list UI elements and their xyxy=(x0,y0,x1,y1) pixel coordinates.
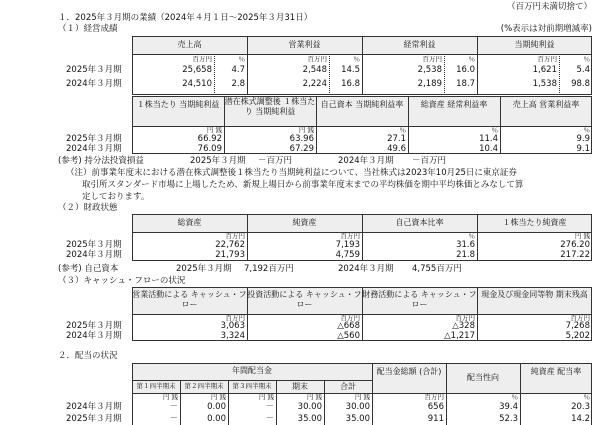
footnote-line: （注）前事業年度末における潜在株式調整後１株当たり当期純利益について、当社株式は2023年10月25日に東京証券 xyxy=(66,168,517,178)
ref-value: 4,755百万円 xyxy=(412,264,462,274)
unit-cell: 円 銭 xyxy=(210,393,226,401)
table-cell: 16.8 xyxy=(341,79,360,89)
table-cell: 5,202 xyxy=(565,331,590,341)
unit-cell: ％ xyxy=(238,55,245,63)
unit-cell: 百万円 xyxy=(424,393,444,401)
table-cell: 14.2 xyxy=(571,414,590,424)
table-cell: 9.1 xyxy=(576,144,590,154)
row-label: 2025年３月期 xyxy=(66,414,122,424)
unit-cell: 百万円 xyxy=(307,55,327,63)
table-cell: △1,217 xyxy=(444,331,475,341)
table-cell: 21.8 xyxy=(456,250,475,260)
unit-cell: ％ xyxy=(491,126,498,134)
table-cell: 67.29 xyxy=(289,144,314,154)
table-cell: 39.4 xyxy=(499,402,518,412)
ref-value: －百万円 xyxy=(258,156,293,166)
header-payout-ratio: 配当性向 xyxy=(467,373,499,382)
table-cell: 30.00 xyxy=(345,402,370,412)
unit-cell: 百万円 xyxy=(537,55,557,63)
row-label: 2025年３月期 xyxy=(66,65,122,75)
footnote-line: 定しております。 xyxy=(82,192,150,202)
unit-cell: 円 銭 xyxy=(206,126,222,134)
row-label: 2024年３月期 xyxy=(66,79,122,89)
header-ordinary-income: 経常利益 xyxy=(403,40,436,49)
table-cell: 2.8 xyxy=(231,79,245,89)
header-q2: 第２四半期末 xyxy=(184,382,224,390)
unit-cell: ％ xyxy=(468,232,475,240)
table-cell: 98.8 xyxy=(571,79,590,89)
unit-cell: 百万円 xyxy=(340,232,360,240)
table-cell: 76.09 xyxy=(197,144,222,154)
row-label: 2025年３月期 xyxy=(66,134,122,144)
header-net-income: 当期純利益 xyxy=(514,40,555,49)
table-cell: 35.00 xyxy=(297,414,322,424)
header-total-dividends: 配当金総額 (合計) xyxy=(376,367,442,376)
unit-cell: ％ xyxy=(583,393,590,401)
table-cell: － xyxy=(265,402,274,412)
table-cell: 4.7 xyxy=(231,65,245,75)
unit-cell: 百万円 xyxy=(192,55,212,63)
table-cell: － xyxy=(169,402,178,412)
table-cell: 24,510 xyxy=(182,79,212,89)
operating-results-title: （１）経営成績 xyxy=(58,24,118,34)
table-cell: 25,658 xyxy=(182,65,212,75)
table-cell: － xyxy=(265,414,274,424)
table-cell: 2,189 xyxy=(417,79,442,89)
table-cell: △668 xyxy=(337,321,360,331)
percent-note: (%表示は対前期増減率) xyxy=(500,24,592,34)
cash-flow-title: （３）キャッシュ・フローの状況 xyxy=(58,276,186,286)
header-cash-balance: 現金及び現金同等物 期末残高 xyxy=(481,290,588,299)
header-operating-cf: 営業活動による キャッシュ・フロー xyxy=(132,290,247,309)
table-cell: 11.4 xyxy=(479,134,498,144)
unit-cell: 百万円 xyxy=(570,314,590,322)
table-cell: 1,621 xyxy=(532,65,557,75)
table-cell: 30.00 xyxy=(297,402,322,412)
header-diluted-eps: 潜在株式調整後 １株当たり 当期純利益 xyxy=(224,97,316,116)
table-cell: 14.5 xyxy=(341,65,360,75)
unit-cell: 円 銭 xyxy=(354,393,370,401)
table-cell: 656 xyxy=(427,402,444,412)
unit-cell: 円 銭 xyxy=(298,126,314,134)
unit-cell: ％ xyxy=(353,55,360,63)
table-cell: 0.00 xyxy=(207,402,226,412)
table-cell: 27.1 xyxy=(387,134,406,144)
table-cell: 49.6 xyxy=(387,144,406,154)
table-cell: 2,224 xyxy=(302,79,327,89)
table-cell: 21,793 xyxy=(215,250,245,260)
ref-value: －百万円 xyxy=(412,156,447,166)
table-cell: △328 xyxy=(452,321,475,331)
table-cell: 0.00 xyxy=(207,414,226,424)
header-total-assets: 総資産 xyxy=(177,218,202,227)
table-cell: 4,759 xyxy=(335,250,360,260)
table-cell: 16.0 xyxy=(456,65,475,75)
unit-cell: 円 銭 xyxy=(574,232,590,240)
header-equity-ratio: 自己資本比率 xyxy=(395,218,444,227)
equity-label: (参考) 自己資本 xyxy=(58,264,119,274)
header-q1: 第１四半期末 xyxy=(136,382,176,390)
header-total: 合計 xyxy=(340,382,356,391)
table-cell: 22,762 xyxy=(215,240,245,250)
table-cell: 2,538 xyxy=(417,65,442,75)
table-cell: 5.4 xyxy=(576,65,590,75)
row-label: 2025年３月期 xyxy=(66,240,122,250)
unit-cell: 百万円 xyxy=(340,314,360,322)
financial-position-title: （２）財政状態 xyxy=(58,203,118,213)
header-roe: 自己資本 当期純利益率 xyxy=(320,100,404,109)
table-cell: 9.9 xyxy=(576,134,590,144)
table-cell: 10.4 xyxy=(479,144,498,154)
table-cell: 66.92 xyxy=(197,134,222,144)
header-net-assets: 純資産 xyxy=(292,218,317,227)
table-cell: 3,324 xyxy=(220,331,245,341)
table-cell: 276.20 xyxy=(560,240,590,250)
table-cell: 2,548 xyxy=(302,65,327,75)
ref-period: 2024年３月期 xyxy=(338,156,394,166)
ref-period: 2025年３月期 xyxy=(190,156,246,166)
header-net-sales: 売上高 xyxy=(177,40,202,49)
ref-period: 2025年３月期 xyxy=(176,264,232,274)
unit-cell: ％ xyxy=(468,55,475,63)
unit-cell: 円 銭 xyxy=(258,393,274,401)
table-cell: 35.00 xyxy=(345,414,370,424)
table-cell: △560 xyxy=(337,331,360,341)
ref-value: 7,192百万円 xyxy=(244,264,294,274)
header-annual-dividend: 年間配当金 xyxy=(232,366,272,375)
ref-period: 2024年３月期 xyxy=(338,264,394,274)
header-eps: １株当たり 当期純利益 xyxy=(136,100,220,109)
table-cell: 911 xyxy=(427,414,444,424)
table-cell: 31.6 xyxy=(456,240,475,250)
unit-cell: ％ xyxy=(511,393,518,401)
unit-cell: 円 銭 xyxy=(162,393,178,401)
header-bps: １株当たり純資産 xyxy=(502,218,567,227)
unit-cell: ％ xyxy=(399,126,406,134)
footnote-line: 取引所スタンダード市場に上場したため、新規上場日から前事業年度末までの平均株価を期中平均株価とみなして算 xyxy=(82,180,524,190)
table-cell: 63.96 xyxy=(289,134,314,144)
table-cell: 7,193 xyxy=(335,240,360,250)
row-label: 2024年３月期 xyxy=(66,250,122,260)
header-operating-income: 営業利益 xyxy=(288,40,321,49)
row-label: 2024年３月期 xyxy=(66,331,122,341)
unit-cell: 百万円 xyxy=(225,314,245,322)
table-cell: 7,268 xyxy=(565,321,590,331)
table-cell: 217.22 xyxy=(560,250,590,260)
table-cell: 1,538 xyxy=(532,79,557,89)
table-cell: 52.3 xyxy=(499,414,518,424)
unit-cell: 百万円 xyxy=(422,55,442,63)
equity-method-label: (参考) 持分法投資損益 xyxy=(58,156,144,166)
header-year-end: 期末 xyxy=(292,382,308,391)
header-roa: 総資産 経常利益率 xyxy=(420,100,488,109)
dividends-title: ２．配当の状況 xyxy=(58,351,118,361)
unit-cell: 円 銭 xyxy=(306,393,322,401)
section1-title: １．2025年３月期の業績（2024年４月１日～2025年３月31日） xyxy=(58,13,313,23)
header-operating-margin: 売上高 営業利益率 xyxy=(512,100,580,109)
table-cell: － xyxy=(169,414,178,424)
unit-cell: 百万円 xyxy=(455,314,475,322)
table-cell: 18.7 xyxy=(456,79,475,89)
row-label: 2024年３月期 xyxy=(66,402,122,412)
row-label: 2025年３月期 xyxy=(66,321,122,331)
header-doe: 純資産 配当率 xyxy=(530,367,582,376)
unit-cell: ％ xyxy=(583,126,590,134)
table-cell: 3,063 xyxy=(220,321,245,331)
unit-cell: ％ xyxy=(583,55,590,63)
unit-cell: 百万円 xyxy=(225,232,245,240)
header-q3: 第３四半期末 xyxy=(232,382,272,390)
amount-unit-note: （百万円未満切捨て） xyxy=(506,2,592,12)
header-financing-cf: 財務活動による キャッシュ・フロー xyxy=(362,290,477,309)
header-investing-cf: 投資活動による キャッシュ・フロー xyxy=(247,290,362,309)
table-cell: 20.3 xyxy=(571,402,590,412)
row-label: 2024年３月期 xyxy=(66,144,122,154)
